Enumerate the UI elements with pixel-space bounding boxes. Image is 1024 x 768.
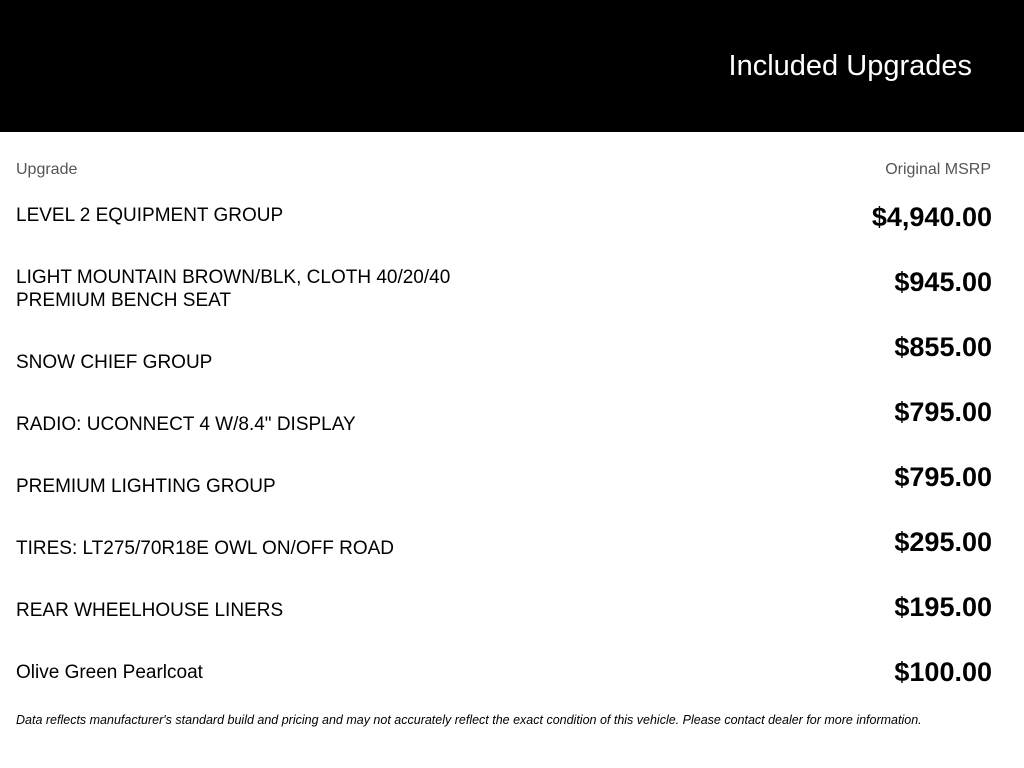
upgrade-price: $195.00	[894, 592, 992, 622]
upgrade-name: LIGHT MOUNTAIN BROWN/BLK, CLOTH 40/20/40 PREMIUM BENCH SEAT	[16, 267, 451, 311]
upgrade-price: $795.00	[894, 462, 992, 492]
upgrade-name: SNOW CHIEF GROUP	[16, 352, 213, 373]
upgrade-name: TIRES: LT275/70R18E OWL ON/OFF ROAD	[16, 538, 394, 559]
column-header-msrp: Original MSRP	[885, 161, 991, 178]
upgrade-price: $795.00	[894, 397, 992, 427]
upgrade-price: $855.00	[894, 332, 992, 362]
upgrade-name: Olive Green Pearlcoat	[16, 662, 203, 683]
column-header-upgrade: Upgrade	[16, 161, 78, 178]
upgrade-price: $100.00	[894, 657, 992, 687]
upgrade-price: $295.00	[894, 527, 992, 557]
upgrade-price: $945.00	[894, 267, 992, 297]
upgrade-name: PREMIUM LIGHTING GROUP	[16, 476, 276, 497]
upgrade-name: REAR WHEELHOUSE LINERS	[16, 600, 284, 621]
page-title: Included Upgrades	[728, 50, 972, 82]
disclaimer-text: Data reflects manufacturer's standard build and pricing and may not accurately reflect the exact condition of this vehicle. Please contact dealer for more information.	[16, 713, 922, 727]
upgrade-name: RADIO: UCONNECT 4 W/8.4" DISPLAY	[16, 414, 356, 435]
upgrade-price: $4,940.00	[871, 202, 992, 232]
upgrade-name: LEVEL 2 EQUIPMENT GROUP	[16, 205, 284, 226]
